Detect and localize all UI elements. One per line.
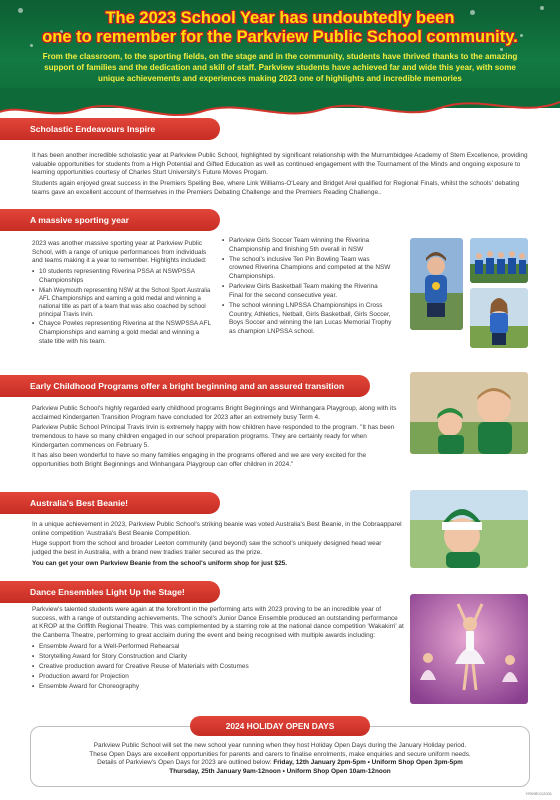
sporting-right-column [222, 237, 392, 338]
scholastic-body [32, 152, 528, 199]
sporting-item: • Miah Weymouth representing NSW at the School Sport Australia AFL Championships and earning a gold medal and winning a national title as part of a team that was also coached by school principal Travis Irvin. [32, 287, 215, 319]
holiday-line-3 [40, 759, 520, 768]
sporting-left-column [32, 240, 215, 348]
dance-award-item: • Ensemble Award for a Well-Performed Rehearsal [32, 643, 404, 652]
dance-body [32, 606, 404, 694]
sporting-item: • The school's inclusive Ten Pin Bowling Team was crowned Riverina Champions and competed at the NSW Championships. [222, 256, 392, 282]
footer-code: YR09EX12031 [525, 791, 552, 796]
early-paragraph-1: Parkview Public School's highly regarded early childhood programs Bright Beginnings and Winhangara Playgroup, along with its acclaimed Kindergarten Transition Program have concluded for 2023 after an extremely busy Term 4. [32, 405, 397, 421]
dance-award-item: • Ensemble Award for Choreography [32, 683, 404, 692]
holiday-date-2: Thursday, 25th January 9am-12noon • Uniform Shop Open 10am-12noon [169, 768, 391, 776]
sporting-item: • The school winning LNPSSA Championships in Cross Country, Athletics, Netball, Girls Basketball, Girls Soccer, Boys Soccer and winning the Ian Lucas Memorial Trophy as champion LNPSSA school. [222, 302, 392, 336]
sporting-item: • Parkview Girls Soccer Team winning the Riverina Championship and finishing 5th overall in NSW [222, 237, 392, 254]
holiday-line-2: These Open Days are excellent opportunities for parents and carers to finalise enrolments, make enquiries and secure uniform needs. [89, 750, 471, 758]
holiday-open-days-heading: 2024 HOLIDAY OPEN DAYS [190, 716, 370, 736]
beanie-body [32, 521, 402, 571]
beanie-photo [410, 490, 528, 568]
section-heading-dance: Dance Ensembles Light Up the Stage! [0, 581, 220, 603]
title-line-1: The 2023 School Year has undoubtedly been [105, 9, 455, 27]
holiday-date-1: Friday, 12th January 2pm-5pm • Uniform Shop Open 3pm-5pm [273, 759, 463, 767]
dance-photo [410, 594, 528, 704]
section-heading-sporting: A massive sporting year [0, 209, 220, 231]
holiday-line-3-text: Details of Parkview's Open Days for 2023 are outlined below: [97, 759, 274, 767]
holiday-open-days-text [40, 742, 520, 777]
beanie-paragraph-1: In a unique achievement in 2023, Parkview Public School's striking beanie was voted Australia's Best Beanie, in the Cobraapparel online competition 'Australia's Best Beanie Competition. [32, 521, 402, 537]
sporting-photo-girl [470, 288, 528, 348]
sporting-item: • 10 students representing Riverina PSSA at NSWPSSA Championships [32, 268, 215, 285]
sporting-intro: 2023 was another massive sporting year at Parkview Public School, with a range of unique performances from individuals and teams making it a year to remember. Highlights included: [32, 240, 207, 265]
page-subtitle: From the classroom, to the sporting fields, on the stage and in the community, students have thrived thanks to the amazing support of families and the dedication and skill of staff. Parkview students have achieved far and wide this year, with some unique achievements and experiences making 2023 one of highlights and incredible memories [42, 52, 518, 83]
sporting-item: • Chayce Powles representing Riverina at the NSWPSSA AFL Championships and earning a gold medal and winning a state title with his team. [32, 320, 215, 346]
holiday-line-1: Parkview Public School will set the new school year running when they host Holiday Open Days during the January Holiday period. [93, 742, 467, 749]
section-heading-early-childhood: Early Childhood Programs offer a bright beginning and an assured transition [0, 375, 370, 397]
dance-award-item: • Storytelling Award for Story Construction and Clarity [32, 653, 404, 662]
sporting-item: • Parkview Girls Basketball Team making the Riverina Final for the second consecutive year. [222, 283, 392, 300]
dance-paragraph-1: Parkview's talented students were again at the forefront in the performing arts with 2023 proving to be an incredible year of success, with a range of outstanding achievements. The school's Junior Dance Ensemble produced an outstanding performance at KROP at the Griffith Regional Theatre. This was complemented by a starring role at the national dance competition 'Wakakirri' at the Canberra Theatre, performing to great acclaim during the event and being recognised with multiple awards including: [32, 606, 404, 639]
section-heading-scholastic: Scholastic Endeavours Inspire [0, 118, 220, 140]
early-paragraph-3: It has also been wonderful to have so many families engaging in the programs offered and we are very excited for the opportunities both Bright Beginnings and Winhangara Playgroup can offer children in 2024." [32, 452, 367, 468]
title-line-2: one to remember for the Parkview Public School community. [42, 28, 518, 46]
sporting-photo-boy [410, 238, 463, 330]
scholastic-paragraph-1: It has been another incredible scholastic year at Parkview Public School, highlighted by significant relationship with the Murrumbidgee Academy of Stem Excellence, providing valuable opportunities for students from a High Potential and Gifted Education as well as continued engagement with the Tournament of the Minds and ongoing exposure to learning opportunities courtesy of Charles Sturt University's Future Moves Progam. [32, 152, 528, 177]
sporting-photo-team [470, 238, 528, 283]
beanie-paragraph-3: You can get your own Parkview Beanie from the school's uniform shop for just $25. [32, 559, 288, 567]
section-heading-beanie: Australia's Best Beanie! [0, 492, 220, 514]
early-childhood-photo [410, 372, 528, 454]
beanie-paragraph-2: Huge support from the school and broader Leeton community (and beyond) saw the school's uniquely designed head wear judged the best in Australia, with a brand new tradies trailer secured as the prize. [32, 540, 382, 556]
early-childhood-body [32, 405, 402, 472]
early-paragraph-2: Parkview Public School Principal Travis Irvin is extremely happy with how children have responded to the program. "It has been tremendous to have so many children engaged in our school preparation programs. They are certainly ready for when Kindergarten commences on February 5. [32, 424, 395, 449]
dance-award-item: • Creative production award for Creative Reuse of Materials with Costumes [32, 663, 404, 672]
scholastic-paragraph-2: Students again enjoyed great success in the Premiers Spelling Bee, where Link Williams-O'Leary and Bridget Arel qualified for Regional Finals, whilst the schools' debating teams gave an excellent account of themselves in the Premiers Debating Challenge and the Premiers Reading Challenge.. [32, 179, 520, 196]
dance-award-item: • Production award for Projection [32, 673, 404, 682]
page-title [0, 9, 560, 47]
